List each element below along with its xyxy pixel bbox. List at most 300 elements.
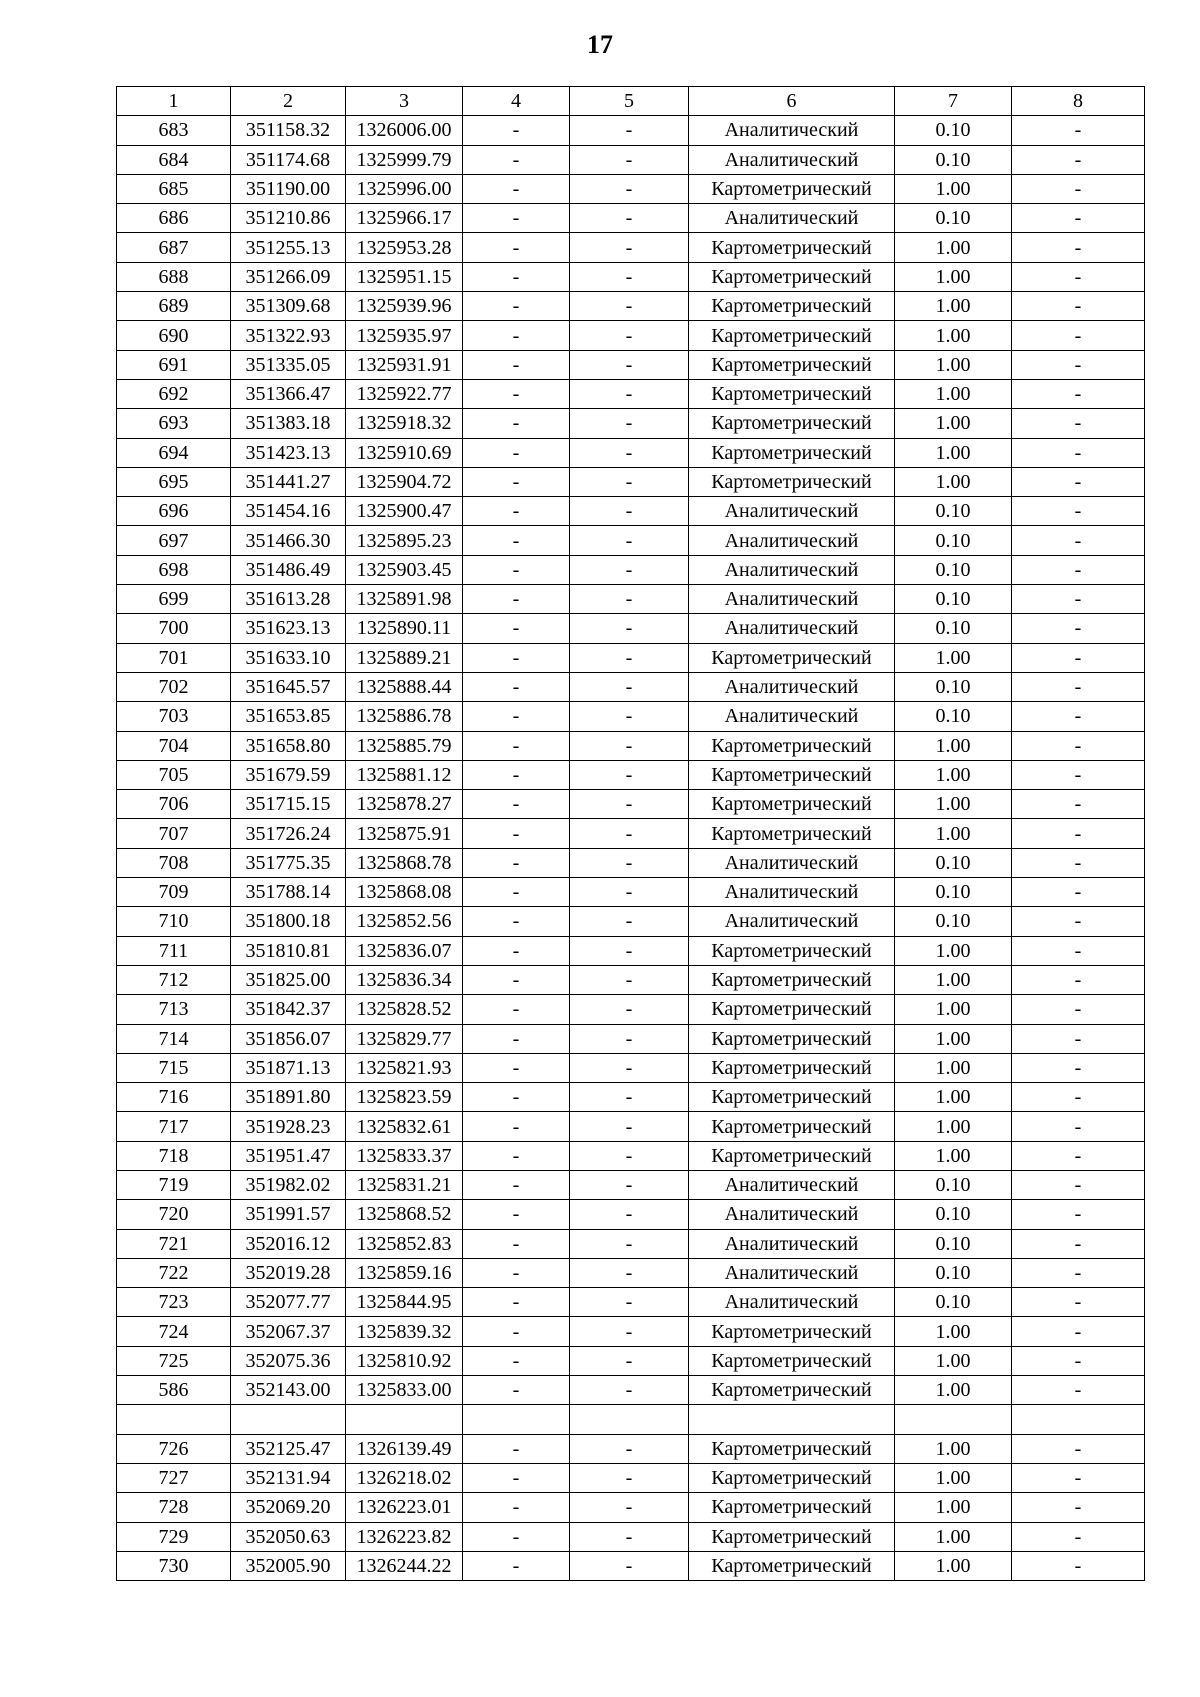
table-cell: Картометрический	[689, 379, 895, 408]
table-cell: 694	[117, 438, 231, 467]
table-cell: -	[1012, 555, 1145, 584]
table-cell: -	[1012, 995, 1145, 1024]
table-cell: -	[570, 1170, 689, 1199]
table-cell: 687	[117, 233, 231, 262]
table-cell: 1.00	[895, 760, 1012, 789]
column-header: 5	[570, 87, 689, 116]
table-cell: -	[1012, 878, 1145, 907]
table-cell: 1.00	[895, 1346, 1012, 1375]
table-cell: -	[1012, 467, 1145, 496]
table-cell: 1.00	[895, 1317, 1012, 1346]
table-cell: 351322.93	[231, 321, 346, 350]
table-cell: 727	[117, 1463, 231, 1492]
table-cell: 0.10	[895, 555, 1012, 584]
table-cell: -	[570, 731, 689, 760]
table-cell: -	[570, 1200, 689, 1229]
table-cell: 0.10	[895, 1288, 1012, 1317]
table-cell: -	[1012, 116, 1145, 145]
table-cell: 1325931.91	[346, 350, 463, 379]
table-cell: 351871.13	[231, 1053, 346, 1082]
table-cell: Аналитический	[689, 145, 895, 174]
table-cell: 701	[117, 643, 231, 672]
table-cell: 351726.24	[231, 819, 346, 848]
table-cell: 703	[117, 702, 231, 731]
table-cell: -	[1012, 907, 1145, 936]
table-cell: 1325895.23	[346, 526, 463, 555]
table-cell: -	[463, 585, 570, 614]
table-cell: -	[570, 1463, 689, 1492]
table-row	[117, 1258, 1145, 1287]
table-cell: -	[1012, 1522, 1145, 1551]
table-cell: -	[570, 1141, 689, 1170]
table-cell: 351775.35	[231, 848, 346, 877]
table-cell: -	[1012, 438, 1145, 467]
table-cell: Картометрический	[689, 1083, 895, 1112]
table-cell: 702	[117, 672, 231, 701]
table-cell: Картометрический	[689, 1346, 895, 1375]
table-cell: -	[1012, 614, 1145, 643]
table-cell: 1325852.56	[346, 907, 463, 936]
table-cell: 351383.18	[231, 409, 346, 438]
table-cell: 1325891.98	[346, 585, 463, 614]
coordinates-table	[116, 86, 1145, 1581]
table-cell: -	[570, 1083, 689, 1112]
table-cell: 0.10	[895, 848, 1012, 877]
table-row	[117, 965, 1145, 994]
table-cell: -	[463, 321, 570, 350]
table-cell: 723	[117, 1288, 231, 1317]
table-cell: -	[463, 1112, 570, 1141]
table-cell: -	[1012, 204, 1145, 233]
table-cell: Аналитический	[689, 204, 895, 233]
table-cell: -	[570, 174, 689, 203]
table-cell: -	[570, 1053, 689, 1082]
table-cell: -	[570, 1493, 689, 1522]
table-cell: 1325888.44	[346, 672, 463, 701]
table-cell: 715	[117, 1053, 231, 1082]
table-row	[117, 116, 1145, 145]
table-cell: 0.10	[895, 702, 1012, 731]
table-cell: 1326244.22	[346, 1551, 463, 1580]
table-cell: 707	[117, 819, 231, 848]
table-row	[117, 1170, 1145, 1199]
table-cell: -	[1012, 145, 1145, 174]
table-cell: -	[1012, 409, 1145, 438]
column-header: 6	[689, 87, 895, 116]
table-cell: 1325939.96	[346, 292, 463, 321]
table-cell: 1.00	[895, 1053, 1012, 1082]
table-cell: -	[570, 965, 689, 994]
table-cell: 1.00	[895, 174, 1012, 203]
table-cell: 1325935.97	[346, 321, 463, 350]
table-cell: 1325836.34	[346, 965, 463, 994]
table-cell: 691	[117, 350, 231, 379]
table-row	[117, 145, 1145, 174]
table-cell: Картометрический	[689, 1522, 895, 1551]
table-cell: -	[1012, 1434, 1145, 1463]
table-cell: -	[570, 467, 689, 496]
table-cell: 1325918.32	[346, 409, 463, 438]
table-cell: 721	[117, 1229, 231, 1258]
table-row	[117, 1317, 1145, 1346]
table-cell: 1.00	[895, 995, 1012, 1024]
table-cell: 1325868.52	[346, 1200, 463, 1229]
table-cell: 685	[117, 174, 231, 203]
table-cell: -	[463, 1229, 570, 1258]
table-row	[117, 1376, 1145, 1405]
table-cell: 351653.85	[231, 702, 346, 731]
table-cell: 1.00	[895, 1493, 1012, 1522]
column-header: 4	[463, 87, 570, 116]
table-cell: 1.00	[895, 409, 1012, 438]
table-cell: 352067.37	[231, 1317, 346, 1346]
table-cell: 716	[117, 1083, 231, 1112]
table-cell: Картометрический	[689, 233, 895, 262]
table-cell: 695	[117, 467, 231, 496]
table-cell: Картометрический	[689, 1551, 895, 1580]
column-header: 7	[895, 87, 1012, 116]
table-row	[117, 204, 1145, 233]
table-cell: -	[570, 585, 689, 614]
table-cell	[895, 1405, 1012, 1434]
table-row	[117, 731, 1145, 760]
table-cell: -	[1012, 1317, 1145, 1346]
table-cell: 351613.28	[231, 585, 346, 614]
table-cell: -	[463, 643, 570, 672]
table-cell: Аналитический	[689, 1288, 895, 1317]
table-cell: 1325904.72	[346, 467, 463, 496]
table-cell: -	[1012, 936, 1145, 965]
table-cell: Картометрический	[689, 1434, 895, 1463]
table-cell: 1325996.00	[346, 174, 463, 203]
table-cell: -	[570, 1434, 689, 1463]
table-row	[117, 1200, 1145, 1229]
table-cell: 1.00	[895, 1024, 1012, 1053]
table-cell: -	[463, 672, 570, 701]
table-cell: -	[1012, 379, 1145, 408]
table-row	[117, 497, 1145, 526]
table-cell: 696	[117, 497, 231, 526]
table-cell: 351210.86	[231, 204, 346, 233]
table-cell: Картометрический	[689, 995, 895, 1024]
table-cell: 351255.13	[231, 233, 346, 262]
table-cell: -	[570, 262, 689, 291]
table-cell: -	[463, 614, 570, 643]
table-cell: 0.10	[895, 907, 1012, 936]
table-cell: -	[1012, 1200, 1145, 1229]
table-row	[117, 350, 1145, 379]
table-cell: 1.00	[895, 467, 1012, 496]
table-cell: -	[463, 1170, 570, 1199]
table-cell: -	[463, 1376, 570, 1405]
table-cell: 1325903.45	[346, 555, 463, 584]
table-cell: -	[463, 1346, 570, 1375]
table-cell: 1.00	[895, 350, 1012, 379]
table-cell: Аналитический	[689, 614, 895, 643]
table-cell: 351951.47	[231, 1141, 346, 1170]
table-cell: 1.00	[895, 438, 1012, 467]
table-cell: -	[570, 1551, 689, 1580]
table-body	[117, 87, 1145, 1581]
table-cell: 1325868.08	[346, 878, 463, 907]
table-cell: Картометрический	[689, 1376, 895, 1405]
table-cell: 1325889.21	[346, 643, 463, 672]
table-cell: -	[463, 1258, 570, 1287]
table-cell: 351335.05	[231, 350, 346, 379]
table-cell: -	[1012, 585, 1145, 614]
table-cell: 1325966.17	[346, 204, 463, 233]
table-cell: -	[463, 1317, 570, 1346]
table-cell	[689, 1405, 895, 1434]
table-cell: 1325875.91	[346, 819, 463, 848]
table-cell: 1.00	[895, 292, 1012, 321]
table-cell: 1325886.78	[346, 702, 463, 731]
table-cell: 351266.09	[231, 262, 346, 291]
table-cell: -	[1012, 1346, 1145, 1375]
table-cell: 351810.81	[231, 936, 346, 965]
table-cell: -	[463, 145, 570, 174]
table-row	[117, 848, 1145, 877]
table-row	[117, 467, 1145, 496]
table-cell: Картометрический	[689, 1053, 895, 1082]
table-cell: 0.10	[895, 1229, 1012, 1258]
table-cell: 693	[117, 409, 231, 438]
table-cell: 686	[117, 204, 231, 233]
table-cell: -	[463, 907, 570, 936]
table-cell: 1.00	[895, 1141, 1012, 1170]
table-cell: -	[1012, 1083, 1145, 1112]
table-cell: 711	[117, 936, 231, 965]
table-cell: 1325831.21	[346, 1170, 463, 1199]
table-row	[117, 1053, 1145, 1082]
table-row	[117, 438, 1145, 467]
table-row	[117, 1405, 1145, 1434]
table-cell: -	[463, 1200, 570, 1229]
table-cell: 700	[117, 614, 231, 643]
table-cell: 352131.94	[231, 1463, 346, 1492]
table-cell: -	[1012, 233, 1145, 262]
table-cell: 1325839.32	[346, 1317, 463, 1346]
table-header-row	[117, 87, 1145, 116]
table-cell: 351800.18	[231, 907, 346, 936]
table-cell: -	[463, 116, 570, 145]
table-cell: -	[570, 1376, 689, 1405]
table-cell: 351825.00	[231, 965, 346, 994]
table-cell: 352005.90	[231, 1551, 346, 1580]
table-row	[117, 643, 1145, 672]
table-cell: 709	[117, 878, 231, 907]
column-header: 2	[231, 87, 346, 116]
table-cell: Картометрический	[689, 760, 895, 789]
table-cell: 0.10	[895, 526, 1012, 555]
table-cell: -	[1012, 350, 1145, 379]
table-cell: 1326223.82	[346, 1522, 463, 1551]
table-row	[117, 233, 1145, 262]
table-cell: -	[463, 438, 570, 467]
table-cell: 351309.68	[231, 292, 346, 321]
table-cell: Картометрический	[689, 819, 895, 848]
table-cell: -	[1012, 819, 1145, 848]
table-cell: 1.00	[895, 321, 1012, 350]
table-cell: -	[1012, 702, 1145, 731]
table-cell: 1325828.52	[346, 995, 463, 1024]
table-cell: -	[1012, 790, 1145, 819]
table-cell: 351842.37	[231, 995, 346, 1024]
table-cell: -	[463, 233, 570, 262]
table-cell: 722	[117, 1258, 231, 1287]
table-row	[117, 379, 1145, 408]
table-cell: 714	[117, 1024, 231, 1053]
table-cell: -	[463, 1024, 570, 1053]
table-cell: 351856.07	[231, 1024, 346, 1053]
table-cell: 0.10	[895, 497, 1012, 526]
table-cell: 1325821.93	[346, 1053, 463, 1082]
table-cell: -	[463, 819, 570, 848]
table-cell: -	[463, 1434, 570, 1463]
table-cell: -	[570, 233, 689, 262]
table-cell: 351174.68	[231, 145, 346, 174]
table-cell: -	[1012, 526, 1145, 555]
table-cell: 352019.28	[231, 1258, 346, 1287]
table-cell: 697	[117, 526, 231, 555]
table-cell: Аналитический	[689, 1229, 895, 1258]
table-cell: -	[1012, 1258, 1145, 1287]
table-cell: 730	[117, 1551, 231, 1580]
table-cell: 1326218.02	[346, 1463, 463, 1492]
table-cell: -	[463, 1083, 570, 1112]
table-cell	[117, 1405, 231, 1434]
table-cell: -	[570, 438, 689, 467]
table-cell: Картометрический	[689, 1463, 895, 1492]
table-cell: -	[570, 526, 689, 555]
table-row	[117, 1024, 1145, 1053]
table-cell: 352077.77	[231, 1288, 346, 1317]
table-cell: 586	[117, 1376, 231, 1405]
table-row	[117, 1551, 1145, 1580]
table-cell: -	[1012, 1551, 1145, 1580]
table-cell: 1.00	[895, 936, 1012, 965]
table-cell: Картометрический	[689, 1317, 895, 1346]
table-cell: 1325868.78	[346, 848, 463, 877]
table-cell: -	[570, 760, 689, 789]
table-cell: 0.10	[895, 116, 1012, 145]
table-row	[117, 262, 1145, 291]
table-cell: -	[570, 1024, 689, 1053]
table-cell: -	[463, 1493, 570, 1522]
table-cell: 1.00	[895, 1112, 1012, 1141]
table-cell: 1.00	[895, 643, 1012, 672]
table-cell: 1325951.15	[346, 262, 463, 291]
table-cell: -	[570, 1522, 689, 1551]
table-cell: Аналитический	[689, 555, 895, 584]
table-cell: -	[1012, 731, 1145, 760]
table-cell: 1326223.01	[346, 1493, 463, 1522]
table-cell: 1326006.00	[346, 116, 463, 145]
table-cell: 0.10	[895, 614, 1012, 643]
table-cell	[1012, 1405, 1145, 1434]
table-cell: 351982.02	[231, 1170, 346, 1199]
table-cell: 352075.36	[231, 1346, 346, 1375]
table-cell: -	[570, 145, 689, 174]
table-cell: 351788.14	[231, 878, 346, 907]
table-cell: -	[570, 1229, 689, 1258]
table-cell: -	[570, 555, 689, 584]
table-cell: -	[1012, 672, 1145, 701]
table-cell: -	[463, 497, 570, 526]
table-row	[117, 790, 1145, 819]
table-cell: 1325836.07	[346, 936, 463, 965]
table-cell: Аналитический	[689, 848, 895, 877]
table-cell: 704	[117, 731, 231, 760]
table-cell: 690	[117, 321, 231, 350]
table-cell: -	[463, 174, 570, 203]
table-cell: 1325910.69	[346, 438, 463, 467]
column-header: 8	[1012, 87, 1145, 116]
table-cell: -	[1012, 1229, 1145, 1258]
table-cell: -	[570, 995, 689, 1024]
table-row	[117, 292, 1145, 321]
table-cell: -	[463, 350, 570, 379]
table-cell: 1325844.95	[346, 1288, 463, 1317]
table-row	[117, 878, 1145, 907]
table-cell: 351466.30	[231, 526, 346, 555]
table-cell: 1.00	[895, 1434, 1012, 1463]
table-cell	[346, 1405, 463, 1434]
table-cell: 1325878.27	[346, 790, 463, 819]
table-cell: -	[463, 1463, 570, 1492]
table-row	[117, 1522, 1145, 1551]
table-cell: -	[1012, 1493, 1145, 1522]
table-cell: -	[570, 1288, 689, 1317]
table-cell: Аналитический	[689, 116, 895, 145]
table-cell: 712	[117, 965, 231, 994]
table-cell: 0.10	[895, 585, 1012, 614]
table-row	[117, 555, 1145, 584]
table-cell: Картометрический	[689, 438, 895, 467]
table-cell: -	[570, 936, 689, 965]
table-cell: 718	[117, 1141, 231, 1170]
table-cell: Картометрический	[689, 1141, 895, 1170]
table-row	[117, 1434, 1145, 1463]
table-cell: -	[570, 1112, 689, 1141]
table-row	[117, 1112, 1145, 1141]
table-cell: -	[570, 702, 689, 731]
table-cell: 1.00	[895, 233, 1012, 262]
table-row	[117, 1141, 1145, 1170]
table-cell: 1.00	[895, 1463, 1012, 1492]
table-cell: -	[463, 1053, 570, 1082]
table-cell: -	[463, 379, 570, 408]
table-cell: -	[463, 731, 570, 760]
table-cell: -	[1012, 1112, 1145, 1141]
table-cell: Аналитический	[689, 1170, 895, 1199]
table-row	[117, 1346, 1145, 1375]
table-row	[117, 995, 1145, 1024]
table-cell: -	[570, 819, 689, 848]
table-cell: Картометрический	[689, 467, 895, 496]
table-cell	[570, 1405, 689, 1434]
table-cell: Картометрический	[689, 292, 895, 321]
table-row	[117, 819, 1145, 848]
table-cell: -	[1012, 965, 1145, 994]
table-cell: -	[463, 555, 570, 584]
table-row	[117, 702, 1145, 731]
table-cell: 351623.13	[231, 614, 346, 643]
table-cell: -	[570, 790, 689, 819]
table-cell: 725	[117, 1346, 231, 1375]
table-row	[117, 1229, 1145, 1258]
table-cell: 1325823.59	[346, 1083, 463, 1112]
